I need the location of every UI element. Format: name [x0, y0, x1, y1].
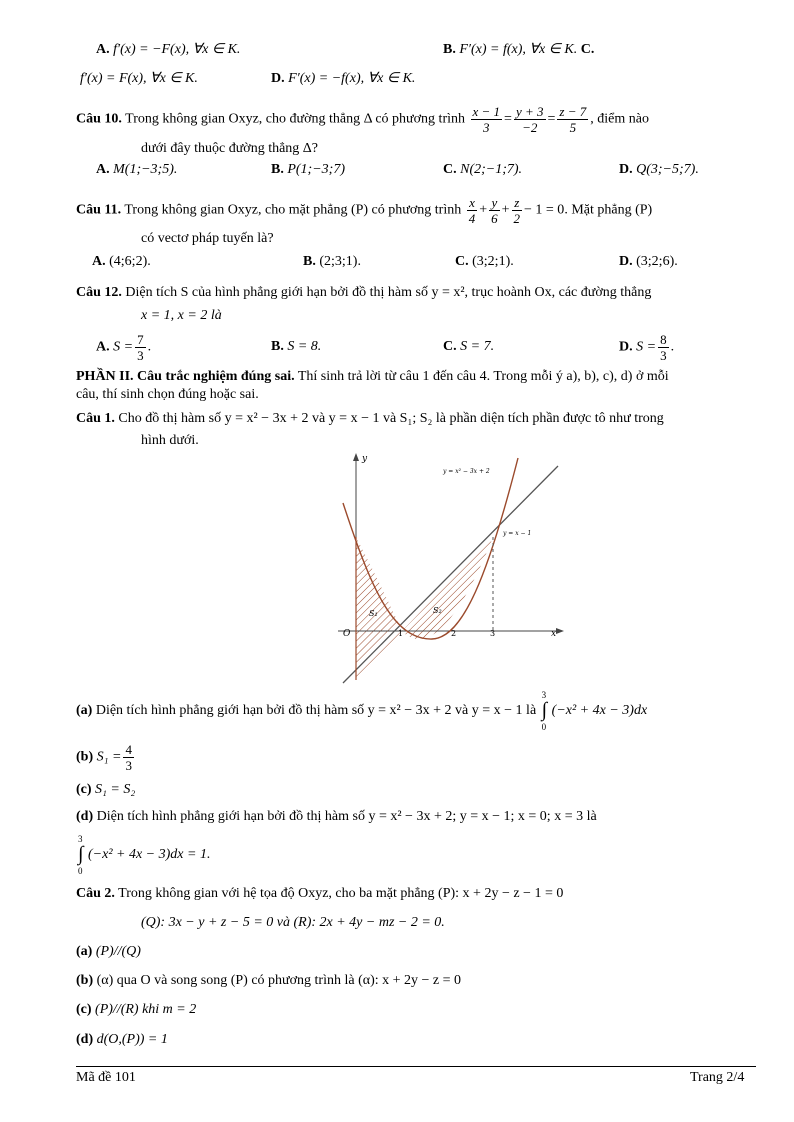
q9-option-d [271, 70, 415, 88]
q11-stem: Câu 11. Trong không gian Oxyz, cho mặt phẳng (P) có phương trình $\frac{x}{4}$ + $\frac{y}{6}$ + $\frac{z}{2}$ − 1 = 0. Mặt phẳng (P) [76, 195, 653, 226]
p2q1-stem-cont: hình dưới. [141, 433, 199, 448]
fraction: $\frac{z - 7}{5}$ [559, 104, 587, 135]
area-graph [332, 448, 572, 686]
q11-option-c: C. (3;2;1). [455, 254, 514, 269]
tick-label-2: 2 [451, 629, 457, 638]
fraction: $\frac{8}{3}$ [660, 332, 667, 363]
q11-option-d: D. (3;2;6). [619, 254, 678, 269]
p2q1-stem: Câu 1. Cho đồ thị hàm số y = x² − 3x + 2 và y = x − 1 và S₁; S₂ là phần diện tích phần được tô như trong [76, 411, 664, 426]
q12-stem: Câu 12. Diện tích S của hình phẳng giới hạn bởi đồ thị hàm số y = x², trục hoành Ox, các đường thẳng [76, 285, 652, 300]
integral-sign: 3 ∫ 0 [78, 834, 84, 876]
q12-option-d: D. S = $\frac{8}{3}$ . [619, 332, 675, 363]
fraction: $\frac{y + 3}{-2}$ [515, 104, 544, 135]
q10-option-d: D. Q(3;−5;7). [619, 162, 699, 177]
q11-stem-cont: có vectơ pháp tuyến là? [141, 231, 274, 246]
q10-option-b: B. P(1;−3;7) [271, 162, 345, 177]
fraction: $\frac{y}{6}$ [491, 195, 498, 226]
q12-option-c: C. S = 7. [443, 339, 495, 354]
y-axis-arrow [353, 453, 359, 461]
option-text: F′(x) = f(x), ∀x ∈ K. [459, 42, 578, 57]
footer-exam-code: Mã đề 101 [76, 1070, 136, 1085]
q11-option-b: B. (2;3;1). [303, 254, 361, 269]
q10-option-a: A. M(1;−3;5). [96, 162, 178, 177]
p2q2-stem: Câu 2. Trong không gian với hệ tọa độ Oxyz, cho ba mặt phẳng (P): x + 2y − z − 1 = 0 [76, 886, 564, 901]
q12-option-b: B. S = 8. [271, 339, 322, 354]
q12-stem-cont: x = 1, x = 2 là [141, 308, 222, 323]
x-axis-arrow [556, 628, 564, 634]
option-label: B. [443, 42, 456, 57]
part2-instructions: câu, thí sinh chọn đúng hoặc sai. [76, 387, 259, 402]
p2q1-item-d-integral: 3 ∫ 0 (−x² + 4x − 3)dx = 1. [78, 834, 211, 876]
option-text: F′(x) = −f(x), ∀x ∈ K. [288, 71, 416, 86]
y-axis-label: y [362, 454, 368, 464]
option-label: D. [271, 71, 285, 86]
footer-divider [76, 1066, 756, 1067]
p2q2-stem-cont: (Q): 3x − y + z − 5 = 0 và (R): 2x + 4y − mz − 2 = 0. [141, 915, 445, 930]
q9-option-a [96, 41, 240, 59]
option-label: A. [96, 42, 110, 57]
q9-option-b [443, 41, 594, 59]
integral-sign: 3 ∫ 0 [541, 690, 548, 732]
footer-page-number: Trang 2/4 [690, 1070, 745, 1085]
fraction: $\frac{4}{3}$ [125, 742, 132, 773]
p2q2-item-a: (a) (P)//(Q) [76, 944, 141, 959]
part2-heading: PHẦN II. Câu trắc nghiệm đúng sai. Thí sinh trả lời từ câu 1 đến câu 4. Trong mỗi ý a), b), c), d) ở mỗi [76, 369, 669, 384]
p2q2-item-d: (d) d(O,(P)) = 1 [76, 1032, 168, 1047]
x-axis-label: x [551, 629, 557, 639]
tick-label-1: 1 [398, 629, 404, 638]
fraction: $\frac{z}{2}$ [513, 195, 521, 226]
region-label-s2: S₂ [433, 606, 442, 615]
q9-option-c [80, 70, 198, 88]
question-label: Câu 10. [76, 111, 122, 127]
option-label: C. [580, 42, 595, 57]
p2q1-item-c: (c) S₁ = S₂ [76, 782, 136, 797]
fraction: $\frac{x}{4}$ [468, 195, 476, 226]
origin-label: O [343, 629, 351, 639]
tick-label-3: 3 [490, 629, 496, 638]
fraction: $\frac{x - 1}{3}$ [472, 104, 501, 135]
option-text: f′(x) = −F(x), ∀x ∈ K. [113, 42, 241, 57]
q12-option-a: A. S = $\frac{7}{3}$ . [96, 332, 152, 363]
p2q1-item-d: (d) Diện tích hình phẳng giới hạn bởi đồ thị hàm số y = x² − 3x + 2; y = x − 1; x = 0; x = 3 là [76, 809, 597, 824]
curve-label: y = x² − 3x + 2 [443, 468, 490, 475]
line-label: y = x − 1 [503, 530, 532, 537]
fraction: $\frac{7}{3}$ [137, 332, 144, 363]
p2q2-item-b: (b) (α) qua O và song song (P) có phương trình là (α): x + 2y − z = 0 [76, 973, 462, 988]
q10-stem-cont: dưới đây thuộc đường thẳng Δ? [141, 141, 319, 156]
region-s2 [402, 537, 496, 639]
question-text: Trong không gian Oxyz, cho đường thẳng Δ có phương trình [125, 111, 465, 127]
q11-option-a: A. (4;6;2). [92, 254, 151, 269]
q10-stem: Câu 10. Trong không gian Oxyz, cho đường thẳng Δ có phương trình $\frac{x - 1}{3}$ = $\frac{y + 3}{-2}$ = $\frac{z - 7}{5}$ , điểm nào [76, 104, 649, 135]
q10-option-c: C. N(2;−1;7). [443, 162, 523, 177]
line-y-x-1 [343, 466, 558, 683]
region-label-s1: S₁ [369, 609, 378, 618]
p2q1-item-b: (b) S₁ = $\frac{4}{3}$ [76, 742, 132, 773]
p2q1-item-a: (a) Diện tích hình phẳng giới hạn bởi đồ thị hàm số y = x² − 3x + 2 và y = x − 1 là 3 ∫ 0 (−x² + 4x − 3)dx [76, 690, 648, 732]
option-text: f′(x) = F(x), ∀x ∈ K. [80, 71, 198, 86]
p2q2-item-c: (c) (P)//(R) khi m = 2 [76, 1002, 197, 1017]
